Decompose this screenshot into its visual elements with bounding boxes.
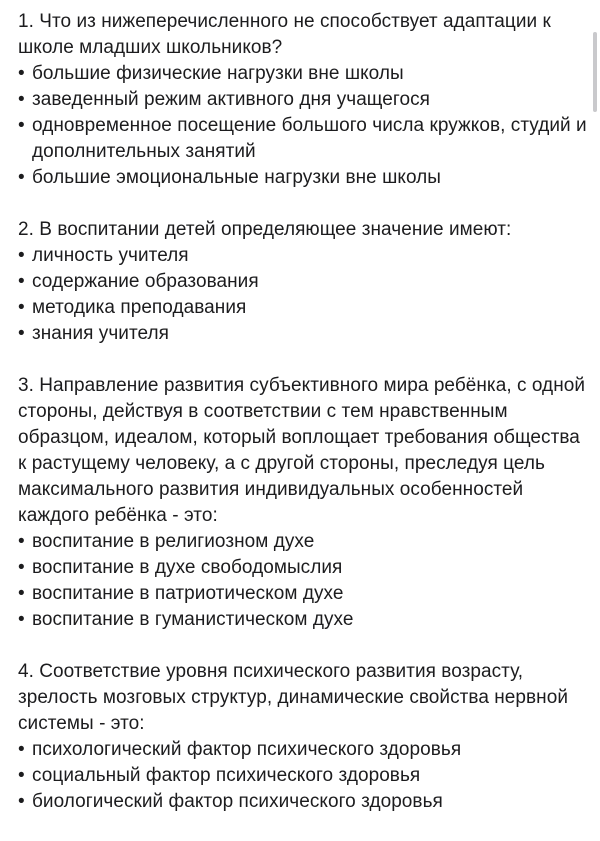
list-item: • большие эмоциональные нагрузки вне школы [18, 165, 590, 191]
list-item: • методика преподавания [18, 295, 590, 321]
question-text: 4. Соответствие уровня психического развития возрасту, зрелость мозговых структур, динамические свойства нервной системы - это: [18, 661, 569, 734]
option-list [18, 737, 590, 815]
scrollbar-thumb[interactable] [593, 32, 597, 112]
option-list [18, 529, 590, 633]
document-body [18, 9, 590, 841]
question-text: 3. Направление развития субъективного мира ребёнка, с одной стороны, действуя в соответствии с тем нравственным образцом, идеалом, который воплощает требования общества к растущему человеку, а с другой стороны, преследуя цель максимального развития индивидуальных особенностей каждого ребёнка - это: [18, 375, 586, 526]
list-item: • воспитание в религиозном духе [18, 529, 590, 555]
list-item: • большие физические нагрузки вне школы [18, 61, 590, 87]
list-item: • воспитание в духе свободомыслия [18, 555, 590, 581]
question-2 [18, 217, 590, 347]
list-item: • содержание образования [18, 269, 590, 295]
list-item: • воспитание в патриотическом духе [18, 581, 590, 607]
question-text: 2. В воспитании детей определяющее значение имеют: [18, 219, 512, 240]
list-item: • социальный фактор психического здоровья [18, 763, 590, 789]
list-item: • психологический фактор психического здоровья [18, 737, 590, 763]
list-item: • личность учителя [18, 243, 590, 269]
question-3 [18, 373, 590, 633]
list-item: • одновременное посещение большого числа кружков, студий и дополнительных занятий [18, 113, 590, 165]
question-1 [18, 9, 590, 191]
list-item: • воспитание в гуманистическом духе [18, 607, 590, 633]
list-item: • биологический фактор психического здоровья [18, 789, 590, 815]
question-text: 1. Что из нижеперечисленного не способствует адаптации к школе младших школьников? [18, 11, 551, 58]
list-item: • знания учителя [18, 321, 590, 347]
option-list [18, 61, 590, 191]
option-list [18, 243, 590, 347]
list-item: • заведенный режим активного дня учащегося [18, 87, 590, 113]
question-4 [18, 659, 590, 815]
